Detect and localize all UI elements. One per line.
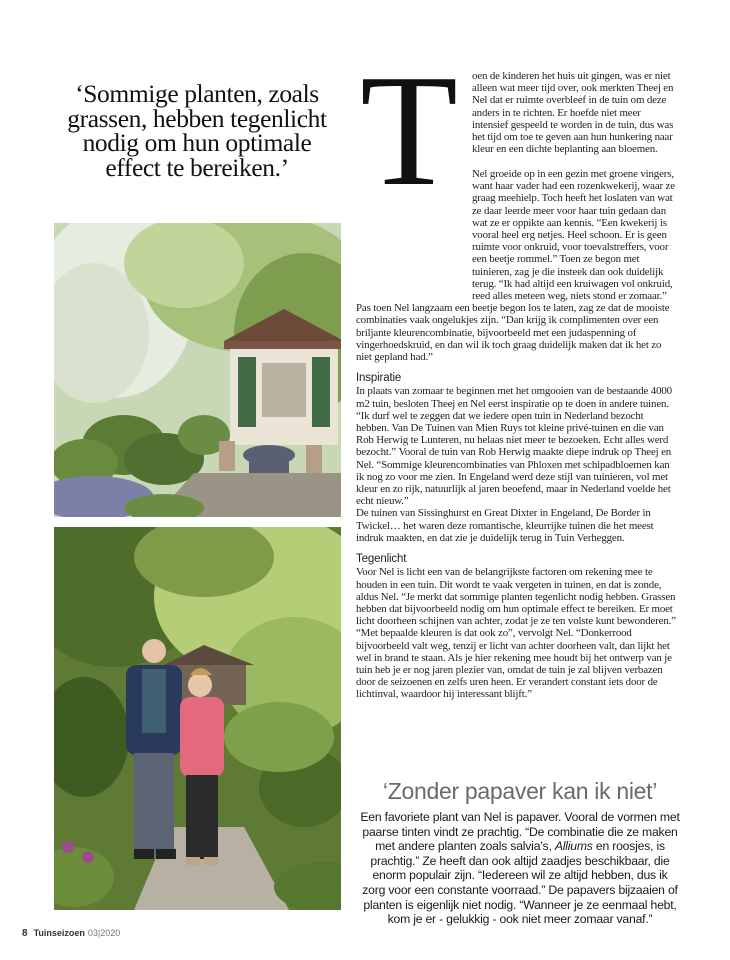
body-paragraph: Nel groeide op in een gezin met groene vingers, want haar vader had een rozenkwekerij, waar ze graag meehielp. Toch heeft het loslaten van wat ze daar leerde meer voor haar tuin gedaan dan wat ze er oppikte aan kennis. “Een kwekerij is vooral heel erg netjes. Heel schoon. Er is geen ruimte voor onkruid, voor toevalstreffers, voor een beetje rommel.” Toen ze begon met tuinieren, zag je die insteek dan ook duidelijk terug. “Ik had altijd een kruiwagen vol onkruid, reed alles meteen weg, niets stond er zomaar.” <box>472 168 675 303</box>
intro-paragraph <box>472 70 676 155</box>
pull-quote: ‘Sommige planten, zoals grassen, hebben tegenlicht nodig om hun optimale effect te bereiken.’ <box>67 79 327 182</box>
couple-garden-illustration <box>54 527 341 910</box>
page-number: 8 <box>22 928 28 939</box>
couple-in-garden-photo <box>54 527 341 910</box>
callout-italic-term: Alliums <box>554 839 593 854</box>
callout-text-part: Een favoriete plant van Nel is papaver. Vooral de vormen met paarse tinten vindt ze prachtig. “De combinatie die ze maken met andere planten zoals salvia’s, <box>360 810 680 854</box>
magazine-name: Tuinseizoen <box>33 928 85 938</box>
issue-number: 03|2020 <box>87 928 121 938</box>
article-body <box>356 168 676 701</box>
garden-gazebo-photo <box>54 223 341 517</box>
section-heading-inspiratie: Inspiratie <box>356 372 402 385</box>
garden-gazebo-illustration <box>54 223 341 517</box>
body-paragraph: “Met bepaalde kleuren is dat ook zo”, vervolgt Nel. “Donkerrood bijvoorbeeld valt weg, tenzij er licht van achter doorheen valt, dan lijkt het wel in brand te staan. Als je hier rekening mee houdt bij het ontwerp van je tuin heb je er nog jaren plezier van, omdat de tuin je zal blijven verbazen door de seizoenen en zelfs uren heen. Er verandert constant iets door de lichtinval, waardoor hij interessant blijft.” <box>356 627 672 701</box>
body-paragraph: Pas toen Nel langzaam een beetje begon los te laten, zag ze dat de mooiste combinaties vaak ongelukjes zijn. “Dan krijg ik complimenten over een briljante kleurencombinatie, bijvoorbeeld met een judaspenning of vingerhoedskruid, en dan wil ik toch graag duidelijk maken dat ik het zo niet gepland had.” <box>356 302 670 364</box>
callout-text-part: en roosjes, is prachtig.” Ze heeft dan ook altijd zaadjes beschikbaar, die enorm populair zijn. “Iedereen wil ze altijd hebben, dus ik zorg voor een constante voorraad.” De papavers bijzaaien of planten is eigenlijk niet nodig. “Wanneer je ze eenmaal hebt, kom je er - gelukkig - ook niet meer zomaar vanaf.” <box>362 839 678 927</box>
callout-title: ‘Zonder papaver kan ik niet’ <box>382 778 658 804</box>
callout-text <box>360 810 680 927</box>
intro-text: oen de kinderen het huis uit gingen, was er niet alleen wat meer tijd over, ook merkten Theej en Nel dat er ruimte overbleef in de tuin om deze anders in te richten. Er hoefde niet meer intensief gespeeld te worden in de tuin, dus was het tijd om toe te geven aan hun hunkering naar kleur en een dichte beplanting aan bloemen. <box>472 70 674 156</box>
section-heading-tegenlicht: Tegenlicht <box>356 553 407 566</box>
body-paragraph: De tuinen van Sissinghurst en Great Dixter in Engeland, De Border in Twickel… het waren deze romantische, kleurrijke tuinen die het meest indruk maakten, en dat zie je duidelijk terug in Tuin Verheggen. <box>356 507 654 544</box>
body-paragraph: In plaats van zomaar te beginnen met het omgooien van de bestaande 4000 m2 tuin, besloten Theej en Nel eerst inspiratie op te doen in andere tuinen. “Ik durf wel te zeggen dat we iedere open tuin in Nederland bezocht hebben. Van De Tuinen van Mien Ruys tot kleine privé-tuinen en die van Rob Herwig te Lunteren, nu helaas niet meer te bezoeken. Echt alles werd bezocht.” Vooral de tuin van Rob Herwig maakte diepe indruk op Theej en Nel. “Sommige kleurencombinaties van Phloxen met schipadbloemen kan ik nog zo voor me zien. In Engeland werd deze stijl van tuinieren, vol met kleur en zo rijk, natuurlijk al jaren beoefend, maar in Nederland voelde het echt nieuw.” <box>356 385 672 508</box>
page-footer <box>22 928 120 939</box>
body-paragraph: Voor Nel is licht een van de belangrijkste factoren om rekening mee te houden in een tuin. Dit wordt te vaak vergeten in tuinen, en dat is zonde, aldus Nel. “Je merkt dat sommige planten tegenlicht nodig hebben. Grassen hebben dat bijvoorbeeld nodig om hun optimale effect te bereiken. Er moet licht doorheen schijnen van achter, zodat je ze ten volste kunt bewonderen.” <box>356 566 676 628</box>
svg-text:T: T <box>360 66 458 190</box>
